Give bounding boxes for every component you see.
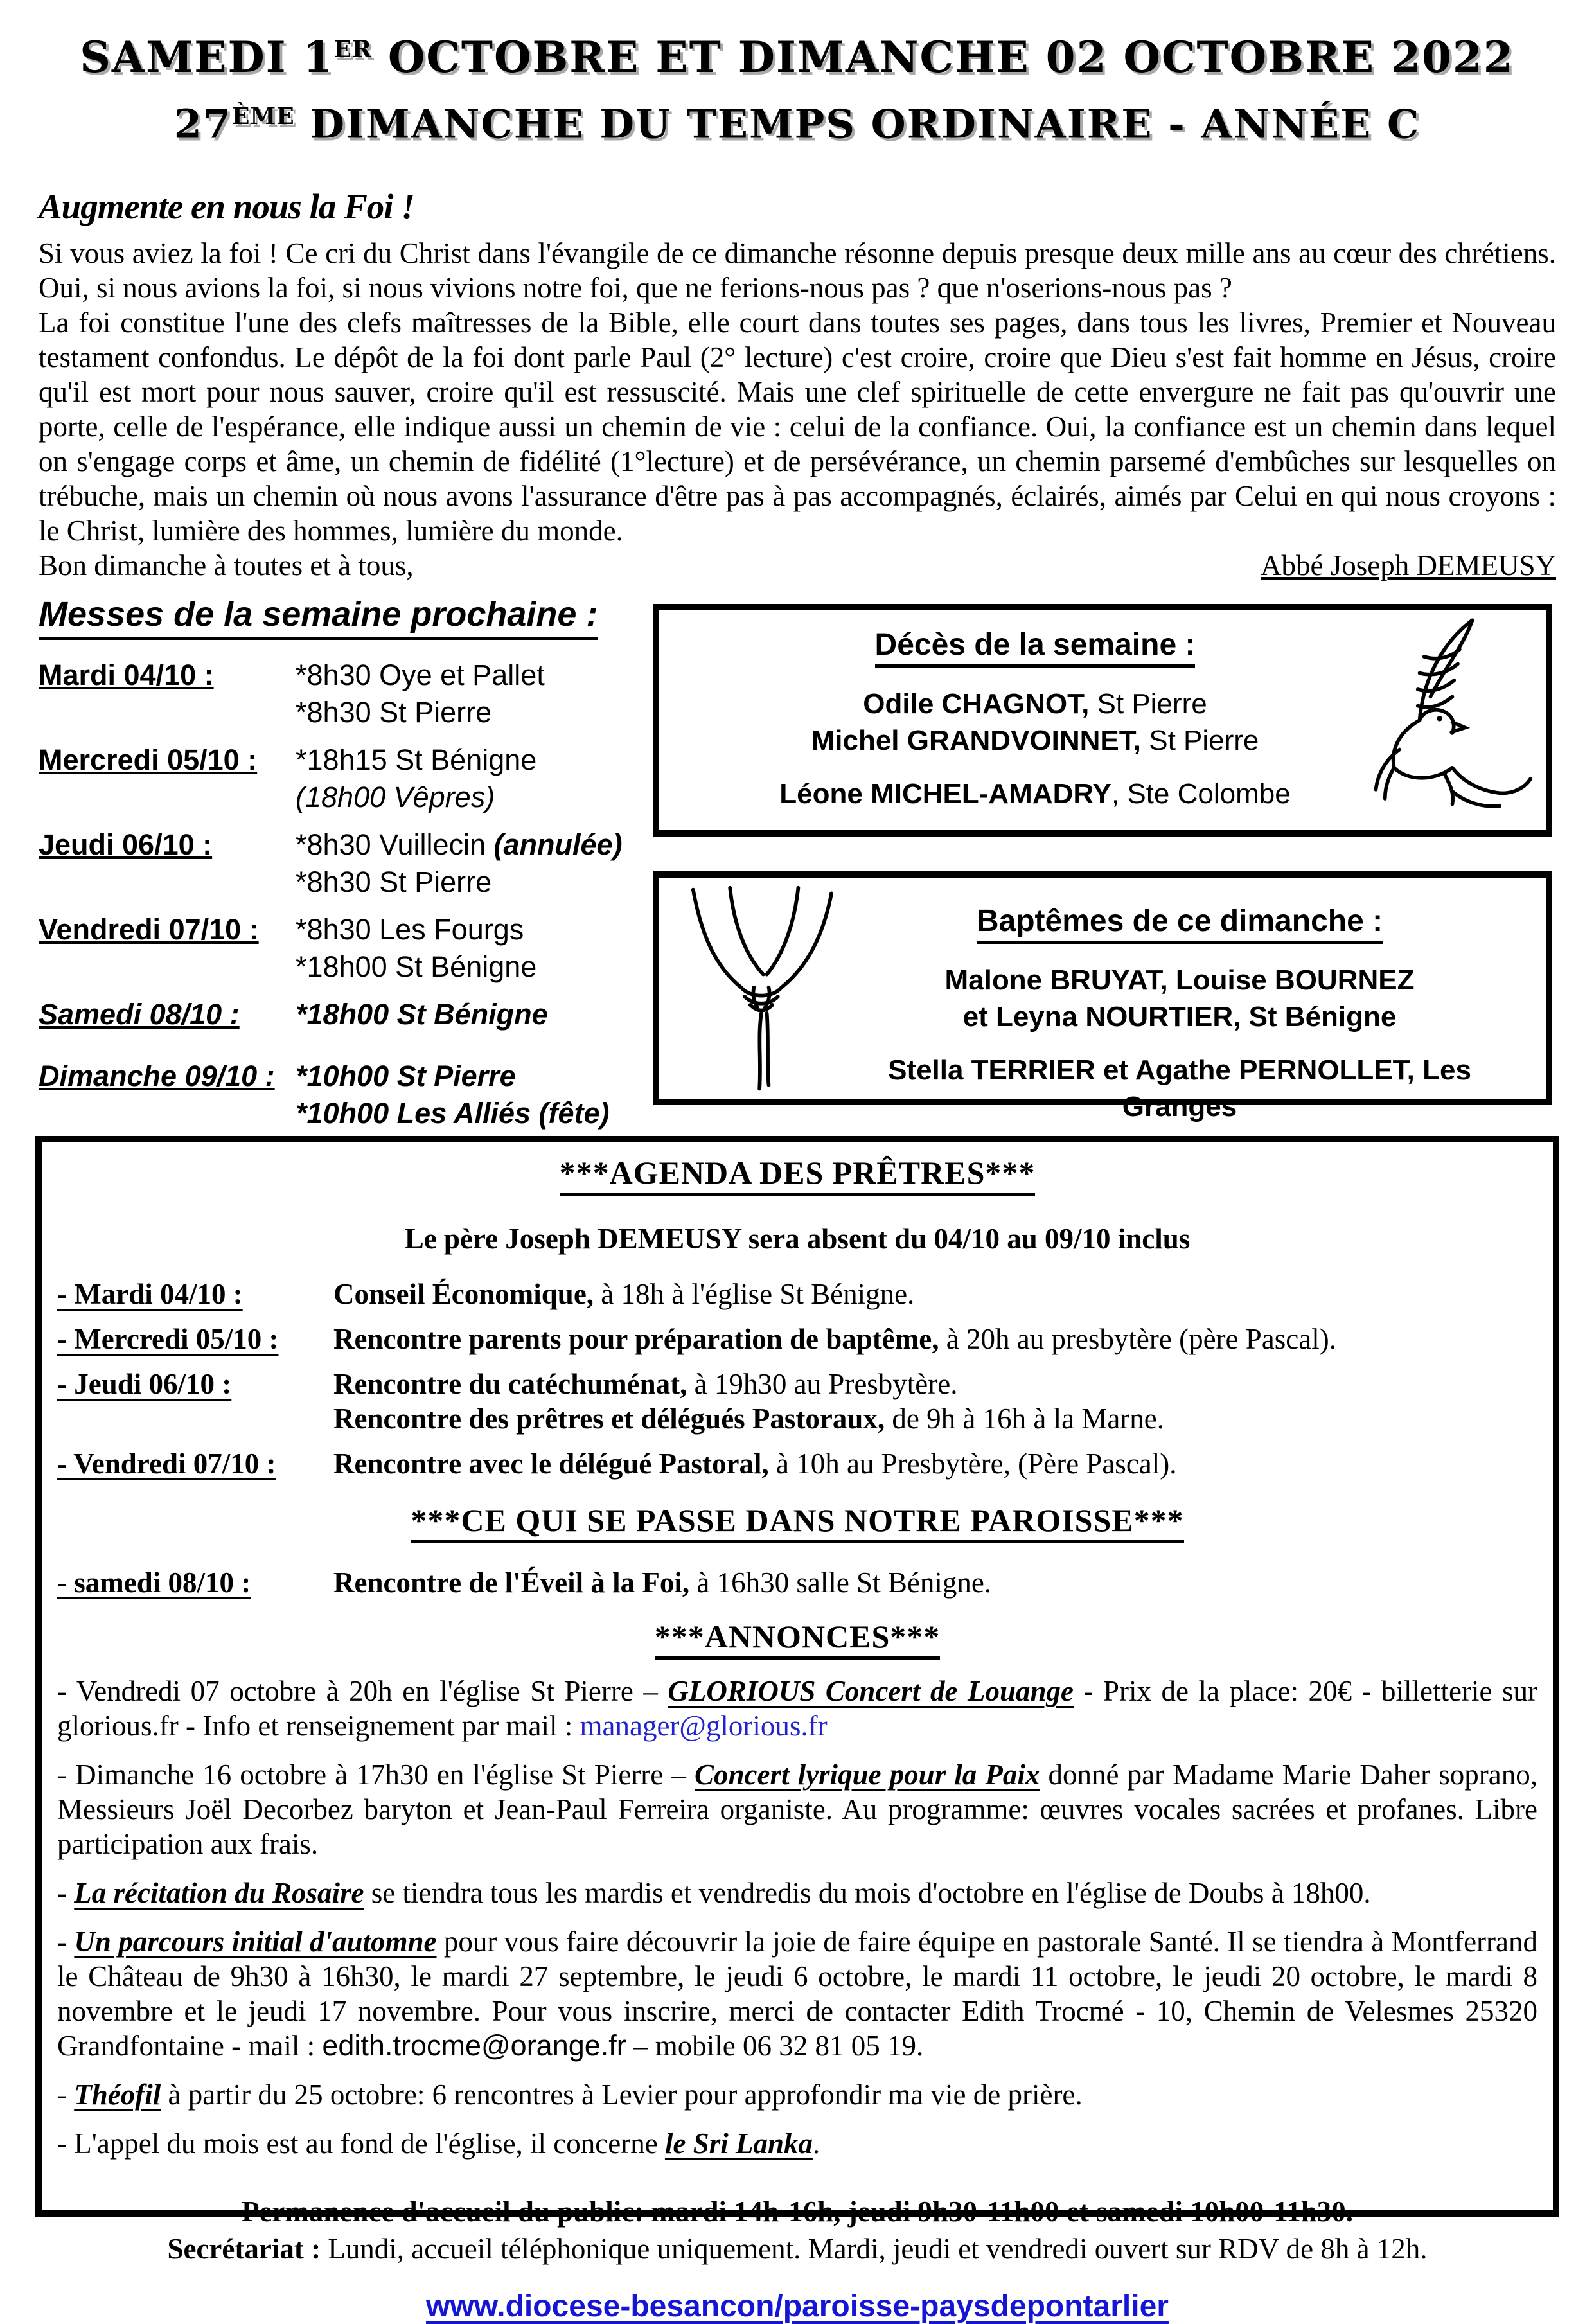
mass-time-vespers: (18h00 Vêpres) [296, 781, 495, 813]
mass-day-label: Mercredi 05/10 : [39, 743, 258, 776]
absence-notice: Le père Joseph DEMEUSY sera absent du 04/10 au 09/10 inclus [404, 1223, 1191, 1255]
baptism-entry: et Leyna NOURTIER, St Bénigne [962, 1001, 1397, 1033]
editorial-signoff-row [39, 548, 1556, 583]
mass-time: *8h30 St Pierre [296, 865, 492, 898]
title2-superscript: ÈME [231, 103, 295, 130]
editorial-paragraph-2: La foi constitue l'une des clefs maîtresses de la Bible, elle court dans toutes ses pages, dans tous les livres, Premier et Nouveau testament confondus. Le dépôt de la foi dont parle Paul (2° lecture) c'est croire, croire que Dieu s'est fait homme en Jésus, croire qu'il est mort pour nous sauver, croire qu'il est ressuscité. Mais une clef spirituelle de cette envergure ne fait pas qu'ouvrir une porte, celle de l'espérance, elle indique aussi un chemin de vie : celui de la confiance. Oui, la confiance est un chemin dans lequel on s'engage corps et âme, un chemin de fidélité (1°lecture) et de persévérance, un chemin parsemé d'embûches sur lesquelles on trébuche, mais un chemin où nous avons l'assurance d'être pas à pas accompagnés, éclairés, aimés par Celui en qui nous croyons : le Christ, lumière des hommes, lumière du monde. [39, 306, 1556, 547]
website-row [57, 2289, 1537, 2324]
title1-superscript: ER [333, 36, 372, 63]
mass-time: *8h30 Oye et Pallet [296, 659, 545, 691]
mass-times [296, 657, 649, 731]
editorial-paragraph-1: Si vous aviez la foi ! Ce cri du Christ dans l'évangile de ce dimanche résonne depuis presque deux mille ans au cœur des chrétiens. Oui, si nous avions la foi, si nous vivions notre foi, que ne ferions-nous pas ? que n'oserions-nous pas ? [39, 237, 1556, 304]
agenda-day-label: - samedi 08/10 : [57, 1566, 251, 1599]
mass-time: *18h00 St Bénigne [296, 998, 548, 1031]
mass-schedule-heading: Messes de la semaine prochaine : [39, 594, 598, 640]
deaths-heading: Décès de la semaine : [875, 627, 1196, 668]
announcement-rosary: - La récitation du Rosaire se tiendra tous les mardis et vendredis du mois d'octobre en l'église de Doubs à 18h00. [57, 1877, 1371, 1909]
mass-time: *10h00 Les Alliés (fête) [296, 1097, 610, 1130]
public-hours: Permanence d'accueil du public: mardi 14h-16h, jeudi 9h30-11h00 et samedi 10h00-11h30. [241, 2195, 1354, 2228]
mass-times [296, 1058, 649, 1132]
agenda-row-jeudi [57, 1367, 1537, 1436]
agenda-day-label: - Vendredi 07/10 : [57, 1448, 276, 1480]
title2-text: 27 [173, 100, 232, 148]
title-line-2 [0, 93, 1594, 148]
title1-text: SAMEDI 1 [80, 32, 334, 82]
parish-life-heading: ***CE QUI SE PASSE DANS NOTRE PAROISSE*** [57, 1503, 1537, 1543]
title-line-1 [0, 24, 1594, 82]
mass-day-label: Jeudi 06/10 : [39, 828, 213, 861]
agenda-line: Rencontre des prêtres et délégués Pastoraux, de 9h à 16h à la Marne. [333, 1403, 1165, 1435]
mass-times [296, 911, 649, 986]
edith-email-link[interactable]: edith.trocme@orange.fr [322, 2029, 626, 2062]
dove-icon [1330, 613, 1542, 831]
agenda-row-mardi [57, 1277, 1537, 1311]
agenda-description: Conseil Économique, à 18h à l'église St Bénigne. [333, 1278, 915, 1310]
agenda-line: Rencontre du catéchuménat, à 19h30 au Presbytère. [333, 1368, 958, 1400]
mass-day-label: Mardi 04/10 : [39, 659, 214, 691]
priests-agenda-heading: ***AGENDA DES PRÊTRES*** [57, 1155, 1537, 1196]
mass-time: *18h15 St Bénigne [296, 743, 537, 776]
announcement-glorious-concert: - Vendredi 07 octobre à 20h en l'église St Pierre – GLORIOUS Concert de Louange - Prix de la place: 20€ - billetterie sur glorious.fr - Info et renseignement par mail : manager@glorious.fr [57, 1675, 1537, 1742]
baptisms-box [653, 871, 1552, 1122]
mass-time: *8h30 St Pierre [296, 696, 492, 729]
editorial-section [39, 186, 1556, 583]
editorial-heading: Augmente en nous la Foi ! [39, 187, 414, 226]
agenda-row-samedi [57, 1565, 1537, 1600]
agenda-description: Rencontre avec le délégué Pastoral, à 10h au Presbytère, (Père Pascal). [333, 1448, 1177, 1480]
mass-row-vendredi [39, 911, 649, 986]
mass-row-dimanche [39, 1058, 649, 1132]
secretariat-hours: Secrétariat : Lundi, accueil téléphonique uniquement. Mardi, jeudi et vendredi ouvert sur RDV de 8h à 12h. [167, 2233, 1428, 2265]
agenda-row-vendredi [57, 1446, 1537, 1481]
author-signature: Abbé Joseph DEMEUSY [1261, 549, 1556, 581]
death-entry: Michel GRANDVOINNET, St Pierre [811, 725, 1259, 756]
mass-row-jeudi [39, 826, 649, 901]
baptisms-heading: Baptêmes de ce dimanche : [977, 903, 1383, 944]
mass-time-cancelled: *8h30 Vuillecin (annulée) [296, 828, 623, 861]
mass-times [296, 741, 649, 816]
death-entry: Odile CHAGNOT, St Pierre [863, 688, 1207, 720]
clasped-hands-icon [668, 884, 855, 1096]
parish-info-box [35, 1136, 1559, 2323]
mass-day-label: Dimanche 09/10 : [39, 1060, 275, 1092]
mass-day-label: Samedi 08/10 : [39, 998, 240, 1031]
mass-times [296, 996, 649, 1033]
baptism-entry: Stella TERRIER et Agathe PERNOLLET, Les Granges [888, 1054, 1471, 1122]
agenda-day-label: - Mercredi 05/10 : [57, 1323, 279, 1355]
announcement-autumn-course: - Un parcours initial d'automne pour vous faire découvrir la joie de faire équipe en pastorale Santé. Il se tiendra à Montferrand le Château de 9h30 à 16h30, le mardi 27 septembre, le jeudi 6 octobre, le mardi 11 octobre, le jeudi 20 octobre, le mardi 8 novembre et le jeudi 17 novembre. Pour vous inscrire, merci de contacter Edith Trocmé - 10, Chemin de Velesmes 25320 Grandfontaine - mail : edith.trocme@orange.fr – mobile 06 32 81 05 19. [57, 1926, 1537, 2062]
agenda-row-mercredi [57, 1322, 1537, 1356]
agenda-description: Rencontre parents pour préparation de baptême, à 20h au presbytère (père Pascal). [333, 1323, 1336, 1355]
agenda-description [333, 1367, 1537, 1436]
mass-time: *10h00 St Pierre [296, 1060, 516, 1092]
mass-row-mardi [39, 657, 649, 731]
signoff-text: Bon dimanche à toutes et à tous, [39, 549, 414, 581]
baptism-entry: Malone BRUYAT, Louise BOURNEZ [944, 964, 1415, 996]
mass-row-mercredi [39, 741, 649, 816]
deaths-box [653, 604, 1552, 837]
mass-time: *8h30 Les Fourgs [296, 913, 524, 946]
death-entry: Léone MICHEL-AMADRY, Ste Colombe [779, 778, 1291, 810]
glorious-email-link[interactable]: manager@glorious.fr [580, 1710, 828, 1742]
mass-day-label: Vendredi 07/10 : [39, 913, 259, 946]
announcement-lyric-concert: - Dimanche 16 octobre à 17h30 en l'église St Pierre – Concert lyrique pour la Paix donné par Madame Marie Daher soprano, Messieurs Joël Decorbez baryton et Jean-Paul Ferreira organiste. Au programme: œuvres vocales sacrées et profanes. Libre participation aux frais. [57, 1759, 1537, 1860]
announcement-theofil: - Théofil à partir du 25 octobre: 6 rencontres à Levier pour approfondir ma vie de prière. [57, 2079, 1083, 2111]
agenda-description: Rencontre de l'Éveil à la Foi, à 16h30 salle St Bénigne. [333, 1566, 992, 1599]
announcements-heading: ***ANNONCES*** [57, 1619, 1537, 1660]
mass-schedule [39, 594, 649, 1142]
mass-time: *18h00 St Bénigne [296, 950, 537, 983]
page-title [0, 24, 1594, 148]
mass-times [296, 826, 649, 901]
mass-row-samedi [39, 996, 649, 1033]
announcement-sri-lanka: - L'appel du mois est au fond de l'église, il concerne le Sri Lanka. [57, 2127, 820, 2160]
title1-text-rest: OCTOBRE ET DIMANCHE 02 OCTOBRE 2022 [371, 32, 1514, 82]
agenda-day-label: - Mardi 04/10 : [57, 1278, 243, 1310]
diocese-website-link[interactable]: www.diocese-besancon/paroisse-paysdepontarlier [426, 2289, 1169, 2323]
agenda-day-label: - Jeudi 06/10 : [57, 1368, 232, 1400]
title2-text-rest: DIMANCHE DU TEMPS ORDINAIRE - ANNÉE C [294, 100, 1421, 148]
